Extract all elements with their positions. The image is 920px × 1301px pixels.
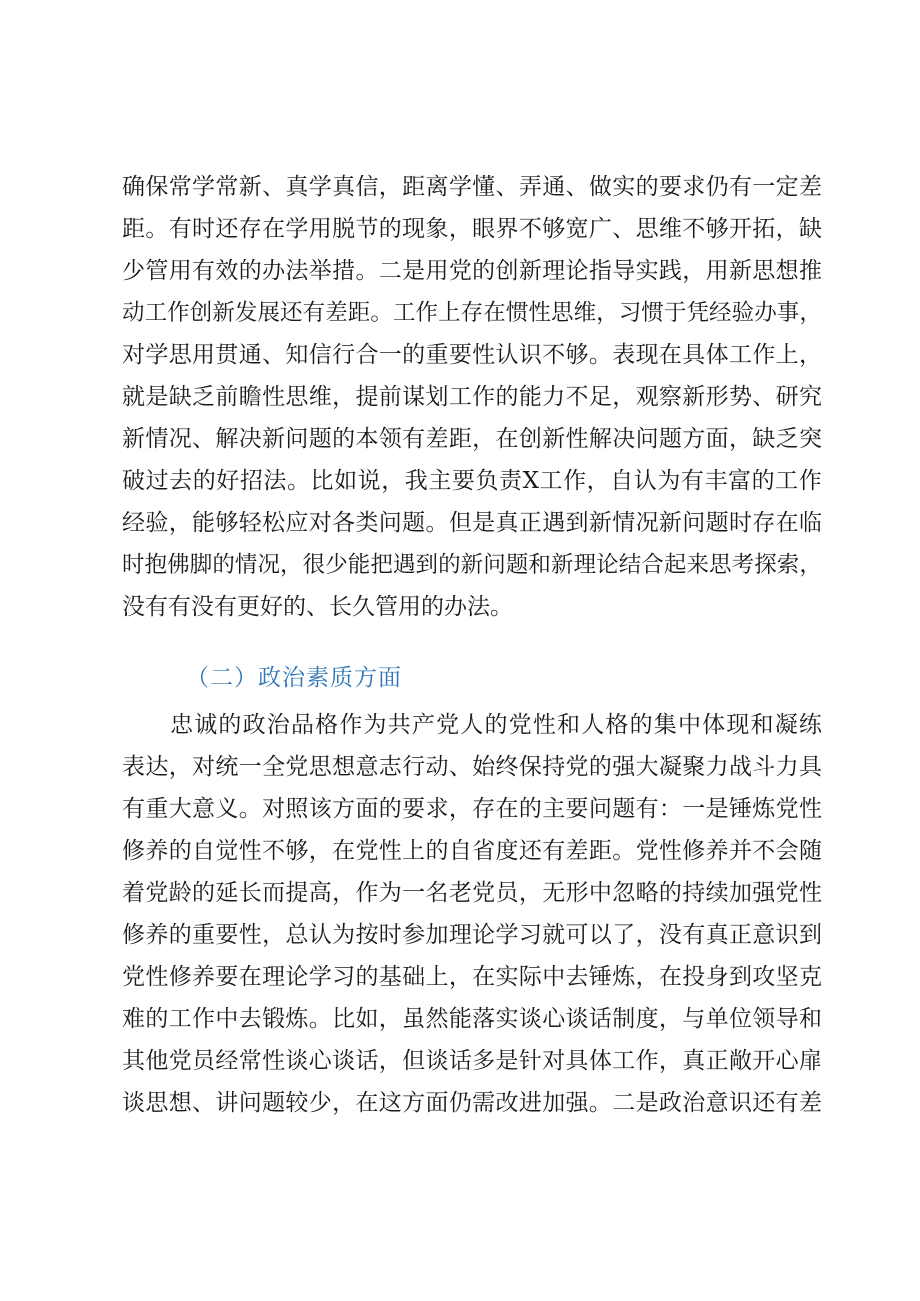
text-line: 确 保 常 学 常 新 、 真 学 真 信 ， 距 离 学 懂 、 弄 通 、 做 实 的 要 求 仍 有 一 定 差 <box>122 174 822 200</box>
text-line: 动 工 作 创 新 发 展 还 有 差 距 。 工 作 上 存 在 惯 性 思 维 ， 习 惯 于 凭 经 验 办 事 ， <box>122 300 822 326</box>
text-line: 经 验 ， 能 够 轻 松 应 对 各 类 问 题 。 但 是 真 正 遇 到 新 情 况 新 问 题 时 存 在 临 <box>122 510 822 536</box>
text-line: 修 养 的 重 要 性 ， 总 认 为 按 时 参 加 理 论 学 习 就 可 以 了 ， 没 有 真 正 意 识 到 <box>122 922 822 948</box>
text-line: 修 养 的 自 觉 性 不 够 ， 在 党 性 上 的 自 省 度 还 有 差 距 。 党 性 修 养 并 不 会 随 <box>122 838 822 864</box>
text-line: 忠 诚 的 政 治 品 格 作 为 共 产 党 人 的 党 性 和 人 格 的 集 中 体 现 和 凝 练 <box>170 712 822 738</box>
text-line: 党 性 修 养 要 在 理 论 学 习 的 基 础 上 ， 在 实 际 中 去 锤 炼 ， 在 投 身 到 攻 坚 克 <box>122 964 822 990</box>
text-line: 谈 思 想 、 讲 问 题 较 少 ， 在 这 方 面 仍 需 改 进 加 强 。 二 是 政 治 意 识 还 有 差 <box>122 1090 822 1116</box>
section-heading: （二）政治素质方面 <box>186 665 402 691</box>
text-line: 难 的 工 作 中 去 锻 炼 。 比 如 ， 虽 然 能 落 实 谈 心 谈 话 制 度 ， 与 单 位 领 导 和 <box>122 1006 822 1032</box>
text-line: 其 他 党 员 经 常 性 谈 心 谈 话 ， 但 谈 话 多 是 针 对 具 体 工 作 ， 真 正 敞 开 心 扉 <box>122 1048 822 1074</box>
text-line: 就 是 缺 乏 前 瞻 性 思 维 ， 提 前 谋 划 工 作 的 能 力 不 足 ， 观 察 新 形 势 、 研 究 <box>122 384 822 410</box>
text-line: 对 学 思 用 贯 通 、 知 信 行 合 一 的 重 要 性 认 识 不 够 。 表 现 在 具 体 工 作 上 ， <box>122 342 822 368</box>
text-line: 新 情 况 、 解 决 新 问 题 的 本 领 有 差 距 ， 在 创 新 性 解 决 问 题 方 面 ， 缺 乏 突 <box>122 426 822 452</box>
text-line: 着 党 龄 的 延 长 而 提 高 ， 作 为 一 名 老 党 员 ， 无 形 中 忽 略 的 持 续 加 强 党 性 <box>122 880 822 906</box>
text-line: 没 有 有 没 有 更 好 的 、 长 久 管 用 的 办 法 。 <box>122 594 513 620</box>
text-line: 距 。 有 时 还 存 在 学 用 脱 节 的 现 象 ， 眼 界 不 够 宽 广 、 思 维 不 够 开 拓 ， 缺 <box>122 216 822 242</box>
text-line: 有 重 大 意 义 。 对 照 该 方 面 的 要 求 ， 存 在 的 主 要 问 题 有 ： 一 是 锤 炼 党 性 <box>122 796 822 822</box>
text-line: 表 达 ， 对 统 一 全 党 思 想 意 志 行 动 、 始 终 保 持 党 的 强 大 凝 聚 力 战 斗 力 具 <box>122 754 822 780</box>
text-line: 时 抱 佛 脚 的 情 况 ， 很 少 能 把 遇 到 的 新 问 题 和 新 理 论 结 合 起 来 思 考 探 索 ， <box>122 552 822 578</box>
text-line: 破 过 去 的 好 招 法 。 比 如 说 ， 我 主 要 负 责 X 工 作 ， 自 认 为 有 丰 富 的 工 作 <box>122 468 822 494</box>
text-line: 少 管 用 有 效 的 办 法 举 措 。 二 是 用 党 的 创 新 理 论 指 导 实 践 ， 用 新 思 想 推 <box>122 258 822 284</box>
